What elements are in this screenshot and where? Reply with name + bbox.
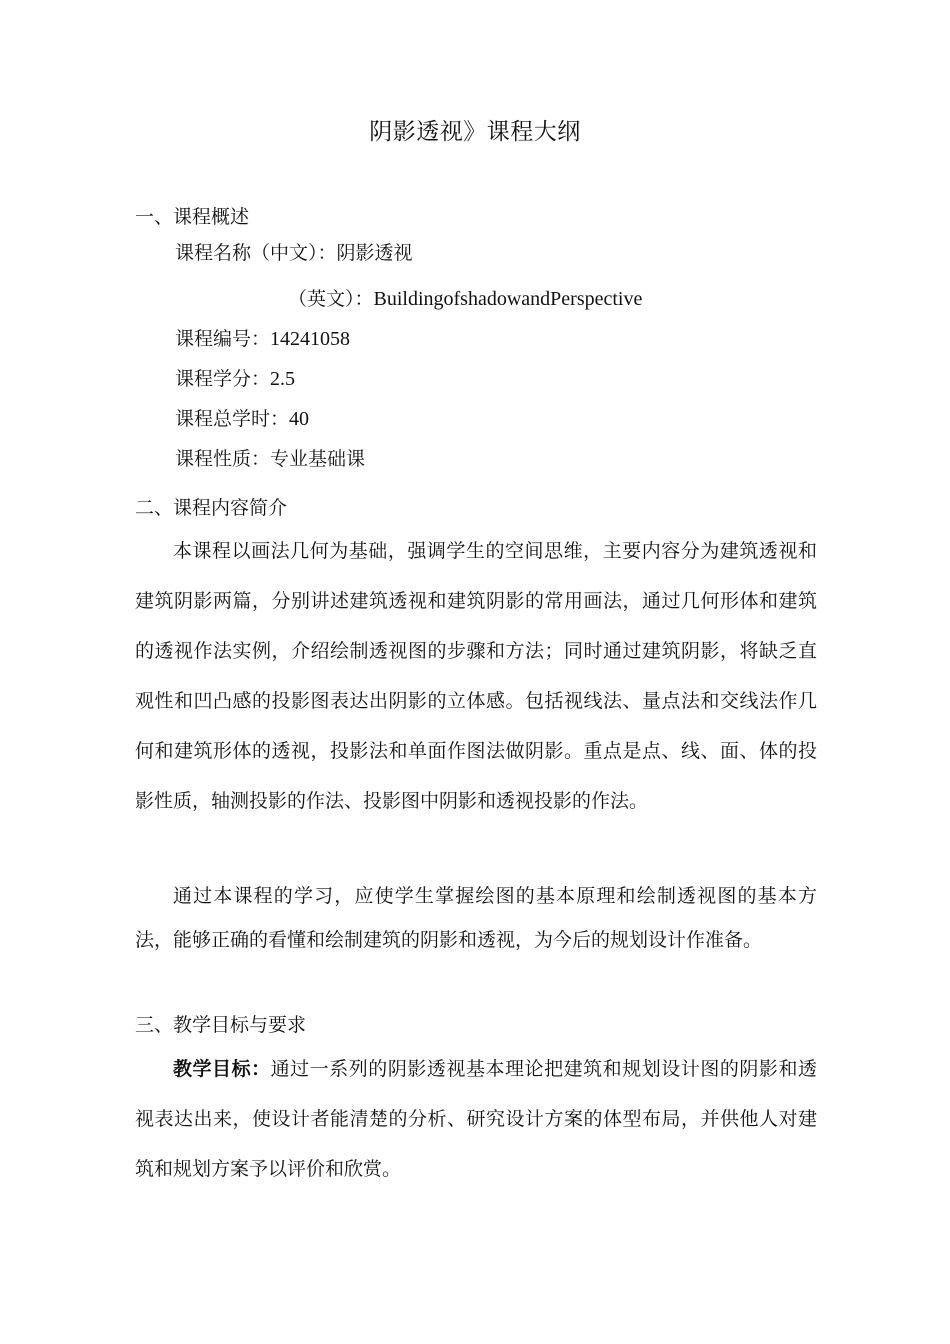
course-credit-label: 课程学分： [175,368,271,390]
course-nature-label: 课程性质： [175,448,271,470]
content-paragraph-2: 通过本课程的学习，应使学生掌握绘图的基本原理和绘制透视图的基本方法，能够正确的看懂和绘制建筑的阴影和透视，为今后的规划设计作准备。 [135,885,817,951]
course-nature-value: 专业基础课 [270,448,366,470]
section-heading-content: 二、课程内容简介 [135,497,288,519]
content-paragraph-1: 本课程以画法几何为基础，强调学生的空间思维，主要内容分为建筑透视和建筑阴影两篇，分别讲述建筑透视和建筑阴影的常用画法，通过几何形体和建筑的透视作法实例，介绍绘制透视图的步骤和方法；同时通过建筑阴影，将缺乏直观性和凹凸感的投影图表达出阴影的立体感。包括视线法、量点法和交线法作几何和建筑形体的透视，投影法和单面作图法做阴影。重点是点、线、面、体的投影性质，轴测投影的作法、投影图中阴影和透视投影的作法。 [135,540,817,812]
course-hours-label: 课程总学时： [175,408,290,430]
course-code-label: 课程编号： [175,328,271,350]
course-credit [175,365,815,393]
course-name-en-value: BuildingofshadowandPerspective [373,288,643,310]
section-heading-overview: 一、课程概述 [135,206,250,228]
course-name-cn-label: 课程名称（中文）： [175,242,337,264]
course-name-en-label: （英文）： [288,288,374,310]
course-name-cn [175,239,815,267]
course-credit-value: 2.5 [270,368,296,390]
course-hours [175,405,815,433]
course-name-cn-value: 阴影透视 [336,242,413,264]
section-heading-goals: 三、教学目标与要求 [135,1014,307,1036]
course-code-value: 14241058 [270,328,351,350]
course-name-en [288,285,950,313]
course-code [175,325,815,353]
course-hours-value: 40 [289,408,310,430]
goals-label: 教学目标： [173,1058,271,1080]
document-title: 阴影透视》课程大纲 [369,119,581,145]
course-nature [175,445,815,473]
goals-paragraph [135,1044,817,1194]
goals-text: 通过一系列的阴影透视基本理论把建筑和规划设计图的阴影和透视表达出来，使设计者能清楚的分析、研究设计方案的体型布局，并供他人对建筑和规划方案予以评价和欣赏。 [135,1058,817,1180]
